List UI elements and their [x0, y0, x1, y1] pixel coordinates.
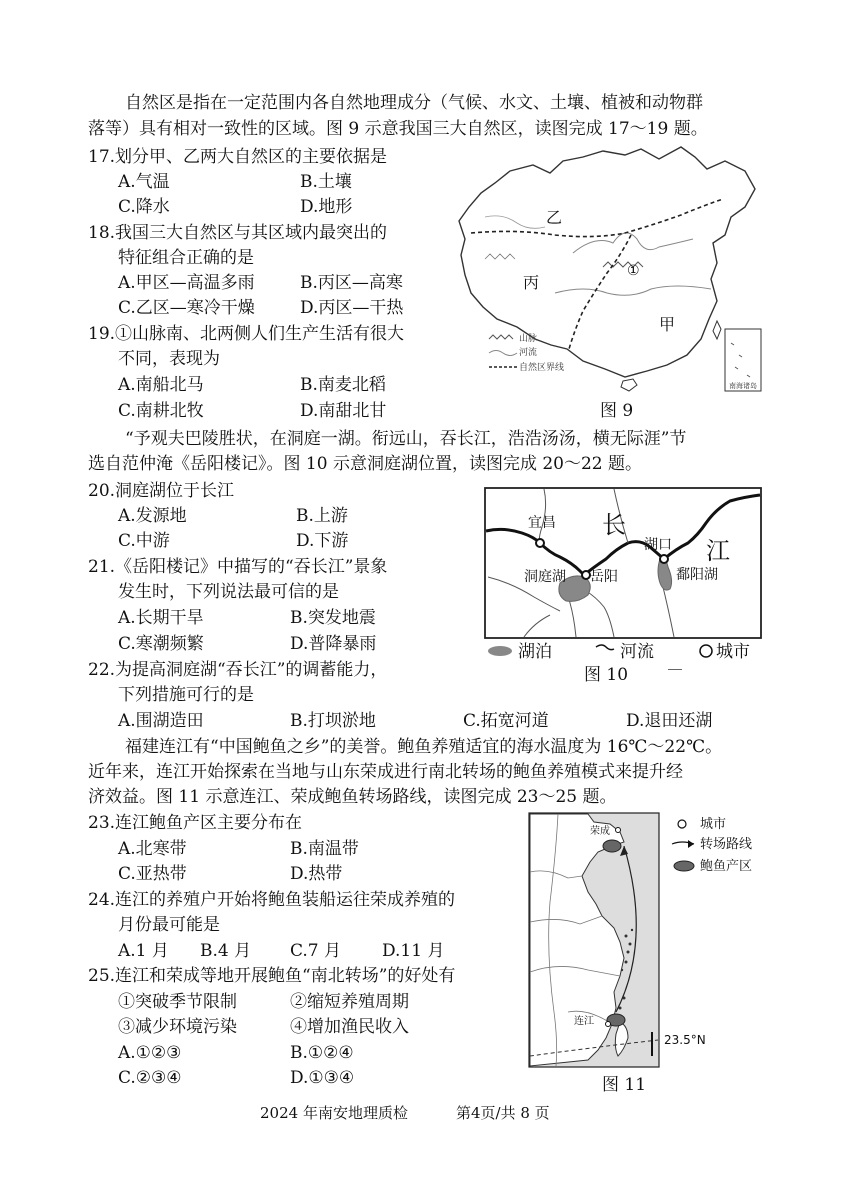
kunlun-mountains: [485, 254, 515, 259]
label-dongting-lake: 洞庭湖: [524, 569, 566, 585]
legend-area-label: 鲍鱼产区: [700, 859, 753, 874]
label-latitude: 23.5°N: [664, 1033, 706, 1047]
q20-option-c: C.中游: [118, 531, 170, 551]
q20-option-b: B.上游: [296, 506, 348, 526]
q23-option-c: C.亚热带: [118, 864, 187, 884]
q25-option-a: A.①②③: [118, 1043, 182, 1063]
q24-stem-line1: 24.连江的养殖户开始将鲍鱼装船运往荣成养殖的: [88, 890, 456, 910]
q24-option-c: C.7 月: [290, 941, 342, 961]
intro1-line2: 落等）具有相对一致性的区域。图 9 示意我国三大自然区，读图完成 17～19 题。: [88, 119, 708, 139]
legend-mountain-icon: [489, 335, 513, 339]
legend-route-label: 转场路线: [700, 837, 753, 852]
q22-option-a: A.围湖造田: [118, 711, 204, 731]
q23-option-b: B.南温带: [290, 839, 359, 859]
q23-option-d: D.热带: [290, 864, 343, 884]
q18-option-d: D.丙区—干热: [300, 298, 404, 318]
label-yichang: 宜昌: [528, 515, 556, 531]
label-rongcheng: 荣成: [590, 826, 610, 837]
boundary-north: [471, 199, 723, 237]
q17-stem: 17.划分甲、乙两大自然区的主要依据是: [88, 147, 388, 167]
q22-option-d: D.退田还湖: [626, 711, 713, 731]
label-hukou: 湖口: [644, 537, 672, 553]
q23-stem: 23.连江鲍鱼产区主要分布在: [88, 813, 303, 833]
q17-option-b: B.土壤: [300, 172, 352, 192]
legend-river-icon: [489, 351, 517, 356]
legend-city-icon: [678, 820, 686, 828]
hainan-island: [621, 379, 637, 391]
q20-option-a: A.发源地: [118, 506, 187, 526]
figure-11-map: [528, 812, 798, 1070]
figure-11-caption: 图 11: [602, 1075, 647, 1095]
q25-stem: 25.连江和荣成等地开展鲍鱼“南北转场”的好处有: [88, 966, 456, 986]
q25-option-2: ②缩短养殖周期: [290, 992, 409, 1012]
legend-city-label: 城市: [716, 642, 750, 662]
figure-9-caption: 图 9: [600, 401, 634, 421]
legend-river-label: 河流: [620, 642, 654, 662]
q19-stem-line2: 不同，表现为: [118, 349, 220, 369]
q19-option-b: B.南麦北稻: [300, 375, 386, 395]
taiwan-island: [713, 321, 721, 339]
intro2-line2: 选自范仲淹《岳阳楼记》。图 10 示意洞庭湖位置，读图完成 20～22 题。: [88, 454, 643, 474]
q21-option-d: D.普降暴雨: [290, 634, 377, 654]
legend-area-icon: [674, 861, 694, 871]
q25-option-3: ③减少环境污染: [118, 1017, 237, 1037]
inset-label: 南海诸岛: [729, 382, 757, 390]
q22-option-c: C.拓宽河道: [463, 711, 549, 731]
northwest-river: [485, 216, 545, 228]
boundary-east: [569, 235, 631, 349]
q18-stem-line2: 特征组合正确的是: [118, 248, 254, 268]
q22-stem-line1: 22.为提高洞庭湖“吞长江”的调蓄能力，: [88, 660, 388, 680]
figure-10-caption: 图 10: [584, 665, 629, 685]
q25-option-b: B.①②④: [290, 1043, 354, 1063]
q21-stem-line2: 发生时，下列说法最可信的是: [118, 582, 339, 602]
q19-option-c: C.南耕北牧: [118, 401, 204, 421]
china-outline: [459, 147, 755, 377]
q19-option-d: D.南甜北甘: [300, 401, 387, 421]
label-chang: 长: [602, 511, 626, 539]
city-lianjiang-marker: [606, 1022, 611, 1027]
legend-city-label: 城市: [700, 817, 727, 832]
city-hukou-marker: [660, 555, 668, 563]
q24-option-b: B.4 月: [200, 941, 252, 961]
abalone-area-rongcheng: [603, 840, 621, 852]
q18-option-a: A.甲区—高温多雨: [118, 273, 255, 293]
label-poyang-lake: 鄱阳湖: [676, 567, 718, 583]
q22-stem-line2: 下列措施可行的是: [118, 685, 254, 705]
city-yichang-marker: [536, 539, 544, 547]
q23-option-a: A.北寒带: [118, 839, 187, 859]
region-label-bing: 丙: [523, 273, 540, 292]
legend-city-icon: [700, 645, 712, 657]
q21-option-b: B.突发地震: [290, 608, 376, 628]
q18-option-c: C.乙区—寒冷干燥: [118, 298, 255, 318]
city-rongcheng-marker: [616, 828, 621, 833]
legend-mountain-label: 山脉: [519, 334, 538, 344]
city-yueyang-marker: [582, 571, 590, 579]
legend-river-icon: [596, 645, 614, 650]
legend-boundary-label: 自然区界线: [519, 363, 565, 373]
q18-stem-line1: 18.我国三大自然区与其区域内最突出的: [88, 223, 388, 243]
q17-option-c: C.降水: [118, 197, 170, 217]
q21-option-a: A.长期干旱: [118, 608, 204, 628]
intro2-line1: “予观夫巴陵胜状，在洞庭一湖。衔远山，吞长江，浩浩汤汤，横无际涯”节: [125, 429, 687, 449]
q25-option-1: ①突破季节限制: [118, 992, 237, 1012]
label-lianjiang: 连江: [574, 1016, 594, 1027]
intro1-line1: 自然区是指在一定范围内各自然地理成分（气候、水文、土壤、植被和动物群: [125, 93, 703, 113]
q25-option-c: C.②③④: [118, 1068, 182, 1088]
q25-option-d: D.①③④: [290, 1068, 355, 1088]
q19-stem-line1: 19.①山脉南、北两侧人们生产生活有很大: [88, 324, 405, 344]
q17-option-d: D.地形: [300, 197, 353, 217]
label-jiang: 江: [706, 537, 730, 565]
intro3-line2: 近年来，连江开始探索在当地与山东荣成进行南北转场的鲍鱼养殖模式来提升经: [88, 762, 683, 782]
q19-option-a: A.南船北马: [118, 375, 204, 395]
intro3-line1: 福建连江有“中国鲍鱼之乡”的美誉。鲍鱼养殖适宜的海水温度为 16℃～22℃。: [125, 737, 723, 757]
q24-option-a: A.1 月: [118, 941, 169, 961]
region-label-jia: 甲: [659, 315, 676, 334]
caption-dash: [668, 669, 682, 670]
q18-option-b: B.丙区—高寒: [300, 273, 403, 293]
footer-exam-title: 2024 年南安地理质检: [260, 1104, 408, 1122]
legend-lake-icon: [488, 646, 512, 656]
q22-option-b: B.打坝淤地: [290, 711, 376, 731]
q21-stem-line1: 21.《岳阳楼记》中描写的“吞长江”景象: [88, 557, 388, 577]
q21-option-c: C.寒潮频繁: [118, 634, 204, 654]
figure-10-map: [484, 487, 764, 665]
figure-9-map: [455, 143, 765, 395]
q20-stem: 20.洞庭湖位于长江: [88, 481, 235, 501]
footer-page-number: 第4页/共 8 页: [456, 1104, 550, 1122]
legend-lake-label: 湖泊: [518, 642, 552, 662]
q24-option-d: D.11 月: [382, 941, 445, 961]
mountain-label-1: ①: [627, 263, 640, 279]
intro3-line3: 济效益。图 11 示意连江、荣成鲍鱼转场路线，读图完成 23～25 题。: [88, 787, 617, 807]
yangtze-river: [555, 286, 711, 295]
region-label-yi: 乙: [546, 208, 563, 227]
q17-option-a: A.气温: [118, 172, 170, 192]
q20-option-d: D.下游: [296, 531, 349, 551]
q24-stem-line2: 月份最可能是: [118, 915, 220, 935]
q25-option-4: ④增加渔民收入: [290, 1017, 409, 1037]
legend-river-label: 河流: [519, 348, 538, 358]
label-yueyang: 岳阳: [590, 569, 618, 585]
